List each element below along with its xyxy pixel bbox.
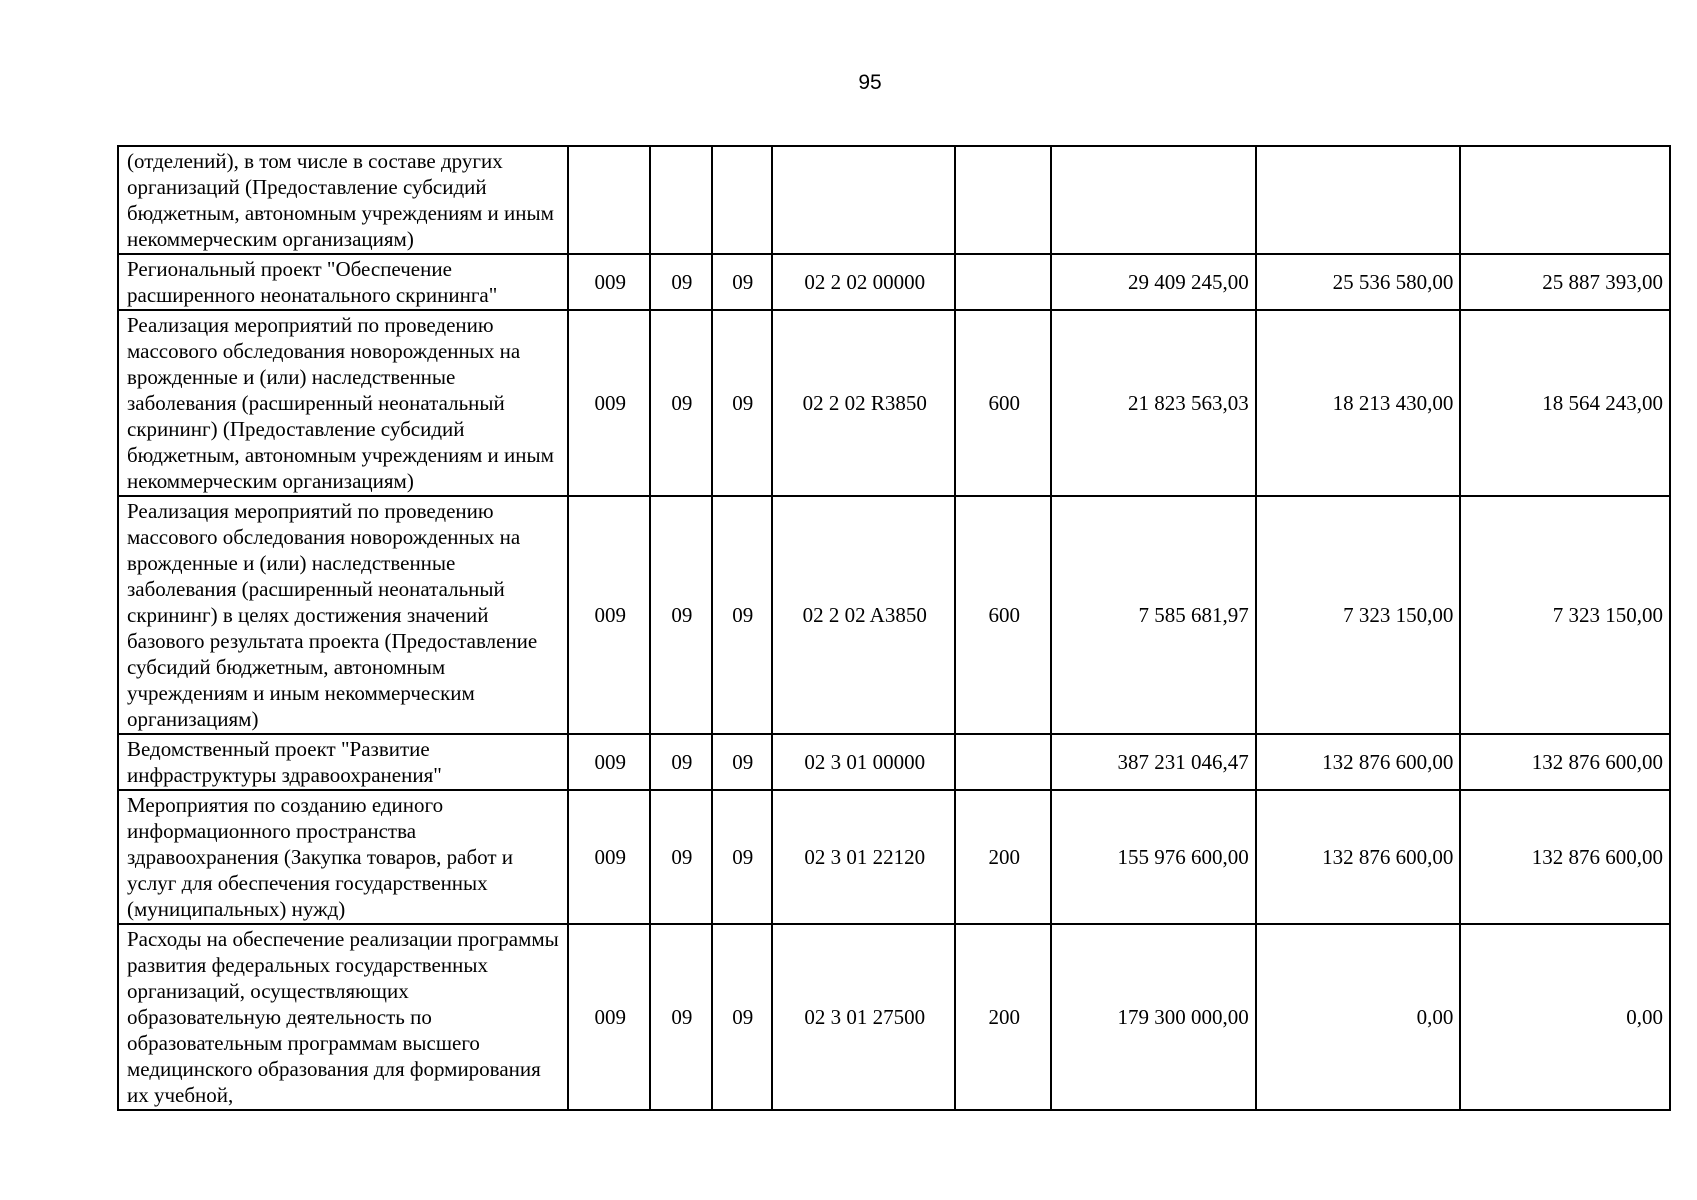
expense-name-cell: Реализация мероприятий по проведению массового обследования новорожденных на врожденные и (или) наследственные заболевания (расширенный неонатальный скрининг) (Предоставление субсидий бюджетным, автономным учреждениям и иным некоммерческим организациям) (118, 310, 568, 496)
target-article-cell: 02 3 01 22120 (772, 790, 955, 924)
expense-name-cell: Ведомственный проект "Развитие инфраструктуры здравоохранения" (118, 734, 568, 790)
sum-2-cell (1256, 146, 1461, 254)
sum-3-cell: 7 323 150,00 (1460, 496, 1670, 734)
sum-2-cell: 25 536 580,00 (1256, 254, 1461, 310)
expense-name-cell: Мероприятия по созданию единого информационного пространства здравоохранения (Закупка товаров, работ и услуг для обеспечения государственных (муниципальных) нужд) (118, 790, 568, 924)
section-code-cell: 09 (650, 924, 711, 1110)
expense-name-cell: (отделений), в том числе в составе других организаций (Предоставление субсидий бюджетным, автономным учреждениям и иным некоммерческим организациям) (118, 146, 568, 254)
ministry-code-cell: 009 (568, 310, 650, 496)
expense-type-cell: 600 (955, 310, 1051, 496)
expense-type-cell (955, 254, 1051, 310)
table-row (118, 734, 1670, 790)
table-row (118, 146, 1670, 254)
ministry-code-cell: 009 (568, 790, 650, 924)
table-row (118, 254, 1670, 310)
sum-3-cell: 25 887 393,00 (1460, 254, 1670, 310)
sum-3-cell: 18 564 243,00 (1460, 310, 1670, 496)
sum-1-cell (1051, 146, 1256, 254)
sum-3-cell: 132 876 600,00 (1460, 734, 1670, 790)
ministry-code-cell: 009 (568, 734, 650, 790)
expense-type-cell: 600 (955, 496, 1051, 734)
sum-2-cell: 7 323 150,00 (1256, 496, 1461, 734)
expense-type-cell (955, 734, 1051, 790)
section-code-cell (650, 146, 711, 254)
subsection-code-cell: 09 (712, 734, 772, 790)
expense-type-cell (955, 146, 1051, 254)
section-code-cell: 09 (650, 734, 711, 790)
subsection-code-cell: 09 (712, 924, 772, 1110)
table-row (118, 310, 1670, 496)
section-code-cell: 09 (650, 790, 711, 924)
sum-1-cell: 21 823 563,03 (1051, 310, 1256, 496)
section-code-cell: 09 (650, 496, 711, 734)
target-article-cell: 02 2 02 A3850 (772, 496, 955, 734)
sum-1-cell: 29 409 245,00 (1051, 254, 1256, 310)
sum-2-cell: 0,00 (1256, 924, 1461, 1110)
target-article-cell: 02 2 02 00000 (772, 254, 955, 310)
page-number: 95 (858, 71, 882, 94)
subsection-code-cell: 09 (712, 310, 772, 496)
section-code-cell: 09 (650, 254, 711, 310)
sum-1-cell: 387 231 046,47 (1051, 734, 1256, 790)
subsection-code-cell: 09 (712, 790, 772, 924)
sum-2-cell: 132 876 600,00 (1256, 734, 1461, 790)
subsection-code-cell (712, 146, 772, 254)
target-article-cell: 02 3 01 27500 (772, 924, 955, 1110)
subsection-code-cell: 09 (712, 496, 772, 734)
sum-2-cell: 132 876 600,00 (1256, 790, 1461, 924)
sum-1-cell: 7 585 681,97 (1051, 496, 1256, 734)
ministry-code-cell (568, 146, 650, 254)
expense-name-cell: Региональный проект "Обеспечение расширенного неонатального скрининга" (118, 254, 568, 310)
table-row (118, 924, 1670, 1110)
sum-1-cell: 179 300 000,00 (1051, 924, 1256, 1110)
target-article-cell (772, 146, 955, 254)
sum-3-cell: 132 876 600,00 (1460, 790, 1670, 924)
expense-type-cell: 200 (955, 790, 1051, 924)
subsection-code-cell: 09 (712, 254, 772, 310)
sum-3-cell (1460, 146, 1670, 254)
table-row (118, 496, 1670, 734)
target-article-cell: 02 3 01 00000 (772, 734, 955, 790)
ministry-code-cell: 009 (568, 254, 650, 310)
sum-3-cell: 0,00 (1460, 924, 1670, 1110)
budget-table (117, 145, 1671, 1111)
expense-type-cell: 200 (955, 924, 1051, 1110)
expense-name-cell: Расходы на обеспечение реализации программы развития федеральных государственных организаций, осуществляющих образовательную деятельность по образовательным программам высшего медицинского образования для формирования их учебной, (118, 924, 568, 1110)
section-code-cell: 09 (650, 310, 711, 496)
table-row (118, 790, 1670, 924)
target-article-cell: 02 2 02 R3850 (772, 310, 955, 496)
sum-1-cell: 155 976 600,00 (1051, 790, 1256, 924)
ministry-code-cell: 009 (568, 924, 650, 1110)
expense-name-cell: Реализация мероприятий по проведению массового обследования новорожденных на врожденные и (или) наследственные заболевания (расширенный неонатальный скрининг) в целях достижения значений базового результата проекта (Предоставление субсидий бюджетным, автономным учреждениям и иным некоммерческим организациям) (118, 496, 568, 734)
sum-2-cell: 18 213 430,00 (1256, 310, 1461, 496)
ministry-code-cell: 009 (568, 496, 650, 734)
